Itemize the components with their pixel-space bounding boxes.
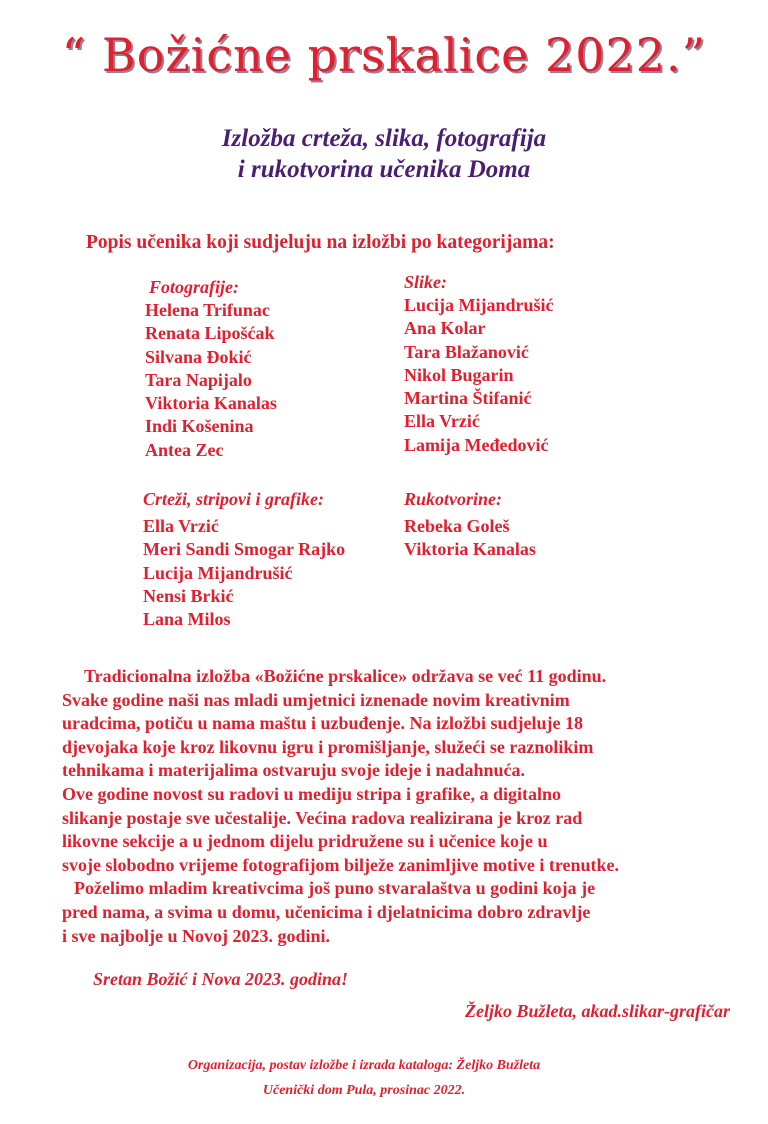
exhibition-title: “ Božićne prskalice 2022.”: [61, 28, 707, 82]
list-item: Viktoria Kanalas: [145, 393, 277, 414]
list-item: Nikol Bugarin: [404, 364, 514, 385]
paragraph-line: Ove godine novost su radovi u mediju stripa i grafike, a digitalno: [62, 783, 562, 804]
author-signature: Željko Bužleta, akad.slikar-grafičar: [465, 1001, 730, 1021]
paragraph-line: i sve najbolje u Novoj 2023. godini.: [62, 925, 331, 946]
category-fotografije: [145, 275, 277, 462]
paragraph-line: djevojaka koje kroz likovnu igru i promišljanje, služeći se raznolikim: [62, 736, 594, 757]
list-item: Helena Trifunac: [145, 300, 270, 320]
category-rukotvorine: [404, 487, 536, 562]
category-heading: Slike:: [404, 272, 447, 292]
list-item: Viktoria Kanalas: [404, 539, 536, 560]
participants-intro: Popis učenika koji sudjeluju na izložbi po kategorijama:: [86, 232, 555, 253]
paragraph-line: Tradicionalna izložba «Božićne prskalice» održava se već 11 godinu.: [84, 666, 607, 686]
subtitle-line-2: i rukotvorina učenika Doma: [237, 156, 531, 183]
paragraph-line: likovne sekcije a u jednom dijelu pridružene su i učenice koje u: [62, 831, 548, 852]
list-item: Ella Vrzić: [404, 411, 480, 432]
paragraph-line: slikanje postaje sve učestalije. Većina radova realizirana je kroz rad: [62, 807, 583, 828]
paragraph-line: Poželimo mladim kreativcima još puno stvaralaštva u godini koja je: [74, 878, 596, 899]
list-item: Tara Blažanović: [404, 341, 529, 362]
name-list: [143, 515, 345, 631]
category-crtezi: [143, 487, 345, 631]
category-heading: Rukotvorine:: [404, 489, 503, 509]
paragraph-line: uradcima, potiču u nama maštu i uzbuđenje. Na izložbi sudjeluje 18: [62, 713, 584, 734]
list-item: Rebeka Goleš: [404, 516, 510, 536]
list-item: Ana Kolar: [404, 318, 486, 339]
footer-place-date: Učenički dom Pula, prosinac 2022.: [262, 1083, 466, 1098]
footer-credits: Organizacija, postav izložbe i izrada kataloga: Željko Bužleta: [187, 1058, 541, 1073]
category-slike: [404, 270, 554, 457]
category-heading: Crteži, stripovi i grafike:: [143, 489, 324, 509]
list-item: Lucija Mijandrušić: [404, 295, 554, 315]
list-item: Lana Milos: [143, 609, 231, 630]
list-item: Renata Lipošćak: [145, 323, 275, 344]
name-list: [404, 515, 536, 562]
list-item: Silvana Đokić: [145, 346, 252, 367]
paragraph-line: Svake godine naši nas mladi umjetnici iznenade novim kreativnim: [62, 689, 570, 710]
list-item: Lamija Međedović: [404, 434, 549, 455]
exhibition-description: [62, 665, 762, 948]
paragraph-line: pred nama, a svima u domu, učenicima i djelatnicima dobro zdravlje: [62, 901, 591, 922]
list-item: Lucija Mijandrušić: [143, 562, 293, 583]
list-item: Martina Štifanić: [404, 388, 532, 409]
list-item: Nensi Brkić: [143, 585, 234, 606]
name-list: [404, 294, 554, 457]
list-item: Tara Napijalo: [145, 369, 252, 390]
list-item: Meri Sandi Smogar Rajko: [143, 539, 346, 560]
list-item: Ella Vrzić: [143, 516, 219, 536]
list-item: Indi Košenina: [145, 416, 254, 437]
paragraph-line: tehnikama i materijalima ostvaruju svoje ideje i nadahnuća.: [62, 760, 525, 781]
subtitle-line-1: Izložba crteža, slika, fotografija: [221, 125, 547, 152]
holiday-greeting: Sretan Božić i Nova 2023. godina!: [93, 969, 349, 989]
paragraph-line: svoje slobodno vrijeme fotografijom bilježe zanimljive motive i trenutke.: [62, 854, 620, 875]
list-item: Antea Zec: [145, 439, 224, 460]
category-heading: Fotografije:: [149, 277, 239, 297]
name-list: [145, 299, 277, 462]
